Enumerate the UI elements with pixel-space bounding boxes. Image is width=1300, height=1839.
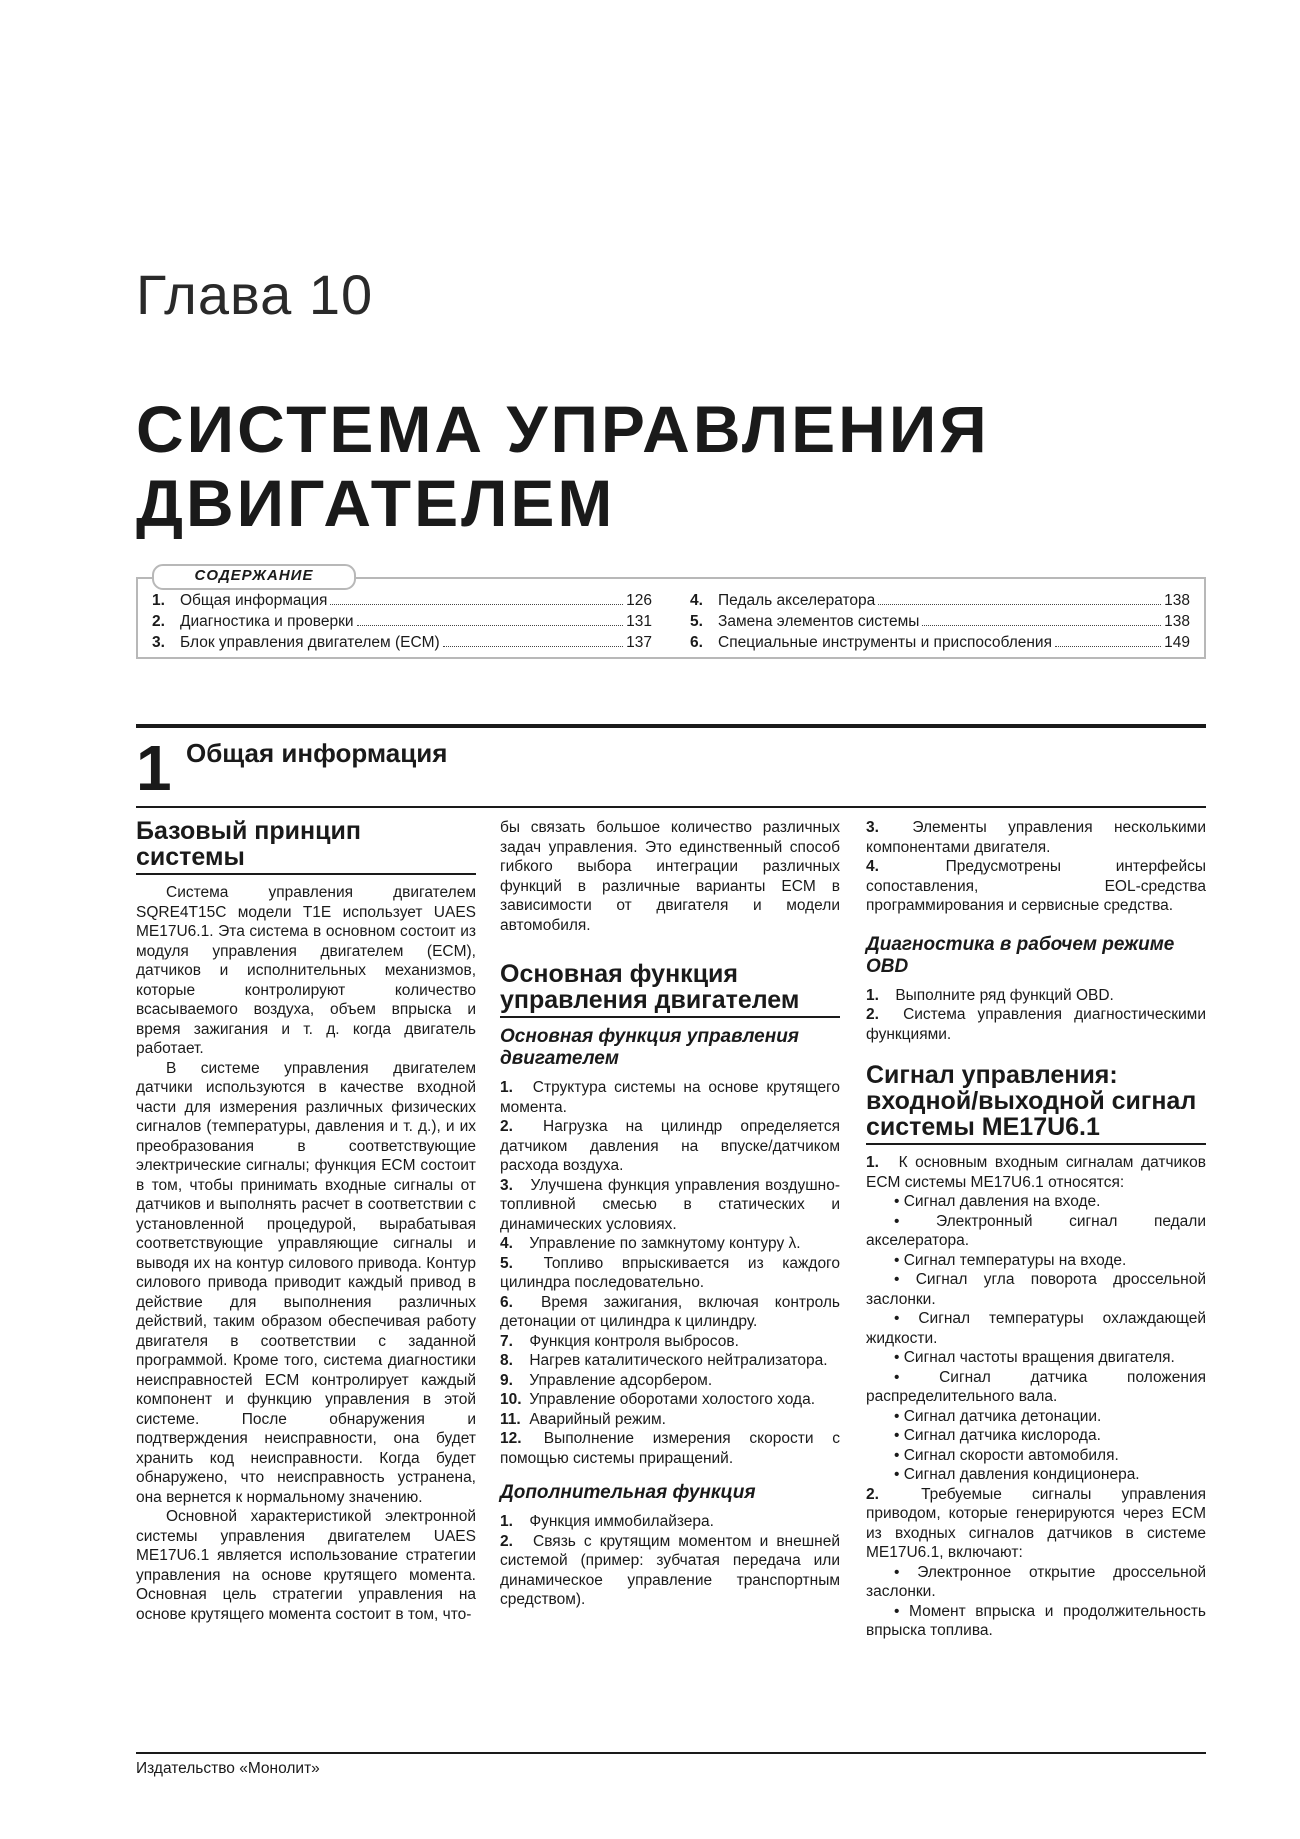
toc-entry[interactable] xyxy=(690,590,1190,611)
toc-dot-leader xyxy=(1055,632,1161,647)
toc-entry[interactable] xyxy=(690,611,1190,632)
list-item: 7. Функция контроля выбросов. xyxy=(500,1332,739,1350)
paragraph: Система управления двигателем SQRE4T15C модели T1E использует UAES ME17U6.1. Эта система в основном состоит из модуля управления двигателем (ECM), датчиков и исполнительных механизмов, которые контролируют количество всасываемого воздуха, объем впрыска и время зажигания и т. д. когда двигатель работает. xyxy=(136,884,476,1057)
text-column-3 xyxy=(866,818,1206,1641)
bullet-item: • Сигнал скорости автомобиля. xyxy=(894,1446,1119,1464)
bullet-item: • Сигнал датчика детонации. xyxy=(894,1407,1102,1425)
list-item: 6. Время зажигания, включая контроль детонации от цилиндра к цилиндру. xyxy=(500,1293,841,1330)
toc-entry[interactable] xyxy=(690,632,1190,653)
bullet-item: • Сигнал температуры на входе. xyxy=(894,1251,1127,1269)
heading-control-signal: Сигнал управления: входной/выходной сигнал системы ME17U6.1 xyxy=(866,1062,1206,1145)
toc-dot-leader xyxy=(922,611,1161,626)
list-item: 2. Требуемые сигналы управления приводом, которые генерируются через ECM из входных сигналов датчиков в системе ME17U6.1, включают: xyxy=(866,1485,1206,1561)
toc-entry-number: 1. xyxy=(152,592,165,609)
publisher-footer: Издательство «Монолит» xyxy=(136,1752,1206,1778)
subheading-main-function: Основная функция управления двигателем xyxy=(500,1026,799,1069)
list-item: 3. Улучшена функция управления воздушно-топливной смесью в статических и динамических условиях. xyxy=(500,1176,840,1233)
obd-list xyxy=(866,986,1206,1045)
bullet-item: • Сигнал температуры охлаждающей жидкости. xyxy=(866,1310,1206,1347)
toc-entry-number: 2. xyxy=(152,613,165,630)
bullet-item: • Электронное открытие дроссельной заслонки. xyxy=(866,1563,1206,1600)
section-number: 1 xyxy=(136,732,172,804)
list-item: 9. Управление адсорбером. xyxy=(500,1371,713,1389)
toc-entry[interactable] xyxy=(152,611,652,632)
toc-entry-label: Диагностика и проверки xyxy=(180,613,354,630)
toc-dot-leader xyxy=(443,632,623,647)
toc-entry-number: 5. xyxy=(690,613,703,630)
bullet-item: • Сигнал датчика кислорода. xyxy=(894,1427,1101,1444)
toc-entry-label: Педаль акселератора xyxy=(718,592,876,609)
bullet-item: • Сигнал угла поворота дроссельной заслонки. xyxy=(866,1271,1207,1308)
bullet-item: • Сигнал частоты вращения двигателя. xyxy=(894,1349,1175,1366)
toc-right-column xyxy=(690,590,1190,653)
subheading-additional-function: Дополнительная функция xyxy=(500,1482,756,1503)
list-item: 3. Элементы управления несколькими компонентами двигателя. xyxy=(866,819,1206,856)
main-function-list xyxy=(500,1078,840,1468)
list-item: 8. Нагрев каталитического нейтрализатора. xyxy=(500,1352,828,1369)
additional-function-list xyxy=(500,1512,840,1610)
toc-entry-page: 138 xyxy=(1164,592,1190,609)
list-item: 1. Выполните ряд функций OBD. xyxy=(866,986,1114,1004)
list-item: 2. Система управления диагностическими функциями. xyxy=(866,1006,1206,1043)
toc-entry-number: 6. xyxy=(690,634,703,651)
chapter-label: Глава 10 xyxy=(136,263,374,326)
toc-dot-leader xyxy=(357,611,624,626)
toc-entry-page: 131 xyxy=(626,613,652,630)
list-item: 10. Управление оборотами холостого хода. xyxy=(500,1391,816,1408)
toc-entry-label: Замена элементов системы xyxy=(718,613,920,630)
text-column-1 xyxy=(136,818,476,1624)
list-item: 1. Структура системы на основе крутящего момента. xyxy=(500,1079,840,1116)
list-item: 2. Нагрузка на цилиндр определяется датчиком давления на впуске/датчиком расхода воздуха. xyxy=(500,1118,840,1174)
bullet-item: • Момент впрыска и продолжительность впрыска топлива. xyxy=(866,1602,1207,1639)
toc-entry-page: 149 xyxy=(1164,634,1190,651)
continued-list xyxy=(866,818,1206,916)
paragraph: Основной характеристикой электронной системы управления двигателем UAES ME17U6.1 является использование стратегии управления на основе крутящего момента. Основная цель стратегии управления на основе крутящего момента состоит в том, что- xyxy=(136,1508,476,1623)
subheading-obd: Диагностика в рабочем режиме OBD xyxy=(866,933,1175,977)
toc-entry-page: 137 xyxy=(626,634,652,651)
heading-basic-principle: Базовый принцип системы xyxy=(136,818,476,875)
bullet-item: • Сигнал давления кондиционера. xyxy=(894,1466,1140,1483)
toc-entry[interactable] xyxy=(152,632,652,653)
list-item: 2. Связь с крутящим моментом и внешней системой (пример: зубчатая передача или динамическое управление транспортным средством). xyxy=(500,1532,841,1608)
toc-entry-label: Специальные инструменты и приспособления xyxy=(718,634,1052,651)
bullet-item: • Электронный сигнал педали акселератора. xyxy=(866,1212,1207,1249)
toc-entry-page: 138 xyxy=(1164,613,1190,630)
list-item: 1. К основным входным сигналам датчиков ECM системы ME17U6.1 относятся: xyxy=(866,1154,1206,1191)
page-title xyxy=(136,392,990,540)
list-item: 11. Аварийный режим. xyxy=(500,1410,666,1428)
paragraph: бы связать большое количество различных задач управления. Это единственный способ гибкого выбора интеграции различных функций в различные варианты ECM в зависимости от двигателя и модели автомобиля. xyxy=(500,819,840,934)
toc-entry-number: 3. xyxy=(152,634,165,651)
section-top-rule xyxy=(136,724,1206,728)
title-line-2: ДВИГАТЕЛЕМ xyxy=(136,466,616,540)
toc-entry[interactable] xyxy=(152,590,652,611)
toc-entry-label: Блок управления двигателем (ECM) xyxy=(180,634,440,651)
bullet-item: • Сигнал датчика положения распределительного вала. xyxy=(866,1368,1206,1405)
list-item: 1. Функция иммобилайзера. xyxy=(500,1513,714,1530)
title-line-1: СИСТЕМА УПРАВЛЕНИЯ xyxy=(136,392,990,466)
list-item: 5. Топливо впрыскивается из каждого цилиндра последовательно. xyxy=(500,1254,840,1291)
toc-dot-leader xyxy=(330,590,623,605)
section-title: Общая информация xyxy=(186,738,448,768)
heading-main-function: Основная функция управления двигателем xyxy=(500,961,840,1018)
section-bottom-rule xyxy=(136,806,1206,808)
list-item: 4. Предусмотрены интерфейсы сопоставления, EOL-средства программирования и сервисные средства. xyxy=(866,858,1206,914)
toc-entry-label: Общая информация xyxy=(180,592,328,609)
table-of-contents xyxy=(136,567,1206,659)
toc-entry-number: 4. xyxy=(690,592,703,609)
text-column-2 xyxy=(500,818,840,1610)
toc-entry-page: 126 xyxy=(626,592,652,609)
bullet-item: • Сигнал давления на входе. xyxy=(894,1193,1101,1210)
list-item: 12. Выполнение измерения скорости с помощью системы приращений. xyxy=(500,1430,840,1467)
toc-heading: СОДЕРЖАНИЕ xyxy=(152,564,356,590)
list-item: 4. Управление по замкнутому контуру λ. xyxy=(500,1235,801,1252)
toc-dot-leader xyxy=(878,590,1161,605)
toc-left-column xyxy=(152,590,652,653)
paragraph: В системе управления двигателем датчики используются в качестве входной части для измерения различных физических сигналов (температуры, давления и т. д.), и их преобразования в соответствующие электрические сигналы; функция ECM состоит в том, чтобы принимать входные сигналы от датчиков и выполнять расчет в соответствии с установленной процедурой, вырабатывая соответствующие управляющие сигналы и выводя их на контур силового привода. Контур силового привода приводит каждый привод в действие для выполнения различных действий, таким образом обеспечивая работу двигателя в соответствии с заданной программой. Кроме того, система диагностики неисправностей ECM контролирует каждый компонент и функцию управления в этой системе. После обнаружения и подтверждения неисправности, она будет хранить код неисправности. Когда будет обнаружено, что неисправность устранена, она вернется к нормальному значению. xyxy=(136,1059,476,1506)
